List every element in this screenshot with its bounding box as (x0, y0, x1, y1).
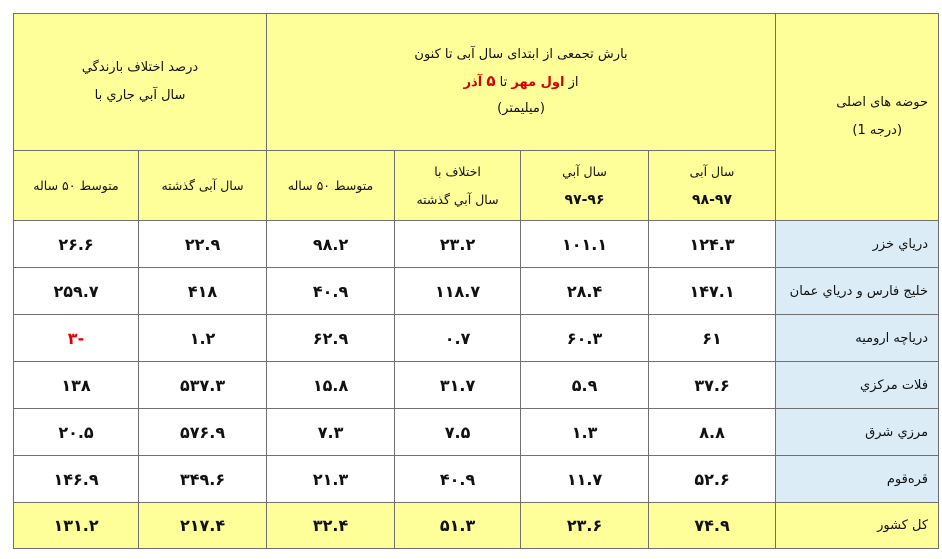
cell: ۲۶.۶ (14, 221, 139, 268)
cell: ۲۰.۵ (14, 409, 139, 456)
col-header-9697: سال آبي ۹۷-۹۶ (521, 151, 649, 221)
basin-subtitle: (درجه 1) (852, 123, 903, 138)
basin-header (776, 14, 939, 221)
row-name: قره‌قوم (776, 456, 939, 503)
cell: ۱۲۴.۳ (649, 221, 776, 268)
cell: ۶۲.۹ (267, 315, 395, 362)
cell: ۶۰.۳ (521, 315, 649, 362)
cell: ۸.۸ (649, 409, 776, 456)
basin-title: حوضه های اصلی (836, 95, 929, 110)
range-month: آذر (463, 75, 483, 90)
cell: ۱۱۸.۷ (395, 268, 521, 315)
total-cell: ۲۱۷.۴ (139, 503, 267, 549)
range-day: ۵ (486, 72, 496, 90)
cell: ۲۸.۴ (521, 268, 649, 315)
table-row (14, 268, 939, 315)
cumulative-header (267, 14, 776, 151)
cell: ۳۴۹.۶ (139, 456, 267, 503)
cell: ۴۰.۹ (267, 268, 395, 315)
total-cell: ۳۲.۴ (267, 503, 395, 549)
col-header-diff: اختلاف با سال آبي گذشته (395, 151, 521, 221)
row-name: مرزي شرق (776, 409, 939, 456)
total-row (14, 503, 939, 549)
percent-diff-line2: سال آبي جاري با (94, 88, 186, 103)
cell-negative: -۳ (14, 315, 139, 362)
total-cell: ۵۱.۳ (395, 503, 521, 549)
cell: ۱.۳ (521, 409, 649, 456)
cell: ۵۳۷.۳ (139, 362, 267, 409)
cell: ۵.۹ (521, 362, 649, 409)
cell: ۲۱.۳ (267, 456, 395, 503)
total-cell: ۲۳.۶ (521, 503, 649, 549)
cell: ۹۸.۲ (267, 221, 395, 268)
cell: ۳۷.۶ (649, 362, 776, 409)
cell: ۱۴۷.۱ (649, 268, 776, 315)
table-row (14, 221, 939, 268)
cumulative-range: از اول مهر تا ۵ آذر (463, 72, 579, 90)
cell: ۱۵.۸ (267, 362, 395, 409)
rainfall-table-container (13, 13, 938, 552)
rainfall-table (13, 13, 939, 549)
row-name: درياي خزر (776, 221, 939, 268)
cell: ۰.۷ (395, 315, 521, 362)
col-header-avg50-pct: متوسط ۵۰ ساله (14, 151, 139, 221)
cell: ۱۱.۷ (521, 456, 649, 503)
cell: ۴۰.۹ (395, 456, 521, 503)
total-cell: ۱۳۱.۲ (14, 503, 139, 549)
table-row (14, 315, 939, 362)
cell: ۳۱.۷ (395, 362, 521, 409)
cell: ۱۰۱.۱ (521, 221, 649, 268)
cell: ۱۴۶.۹ (14, 456, 139, 503)
percent-diff-line1: درصد اختلاف بارندگي (81, 60, 199, 75)
col-header-avg50-cum: متوسط ۵۰ ساله (267, 151, 395, 221)
cell: ۲۵۹.۷ (14, 268, 139, 315)
col-header-last-year: سال آبی گذشته (139, 151, 267, 221)
cumulative-title: بارش تجمعی از ابتدای سال آبی تا کنون (414, 47, 628, 62)
cell: ۴۱۸ (139, 268, 267, 315)
row-name: خليج فارس و درياي عمان (776, 268, 939, 315)
total-cell: ۷۴.۹ (649, 503, 776, 549)
col-header-9798: سال آبی ۹۸-۹۷ (649, 151, 776, 221)
cell: ۵۲.۶ (649, 456, 776, 503)
range-start: اول مهر (511, 75, 565, 90)
cell: ۲۲.۹ (139, 221, 267, 268)
table-row (14, 409, 939, 456)
table-row (14, 456, 939, 503)
cell: ۷.۵ (395, 409, 521, 456)
percent-diff-header (14, 14, 267, 151)
cumulative-unit: (میلیمتر) (497, 101, 545, 116)
cell: ۲۳.۲ (395, 221, 521, 268)
row-name: فلات مركزي (776, 362, 939, 409)
table-row (14, 362, 939, 409)
cell: ۱.۲ (139, 315, 267, 362)
cell: ۷.۳ (267, 409, 395, 456)
total-label: كل كشور (776, 503, 939, 549)
cell: ۶۱ (649, 315, 776, 362)
cell: ۱۳۸ (14, 362, 139, 409)
row-name: درياچه اروميه (776, 315, 939, 362)
cell: ۵۷۶.۹ (139, 409, 267, 456)
